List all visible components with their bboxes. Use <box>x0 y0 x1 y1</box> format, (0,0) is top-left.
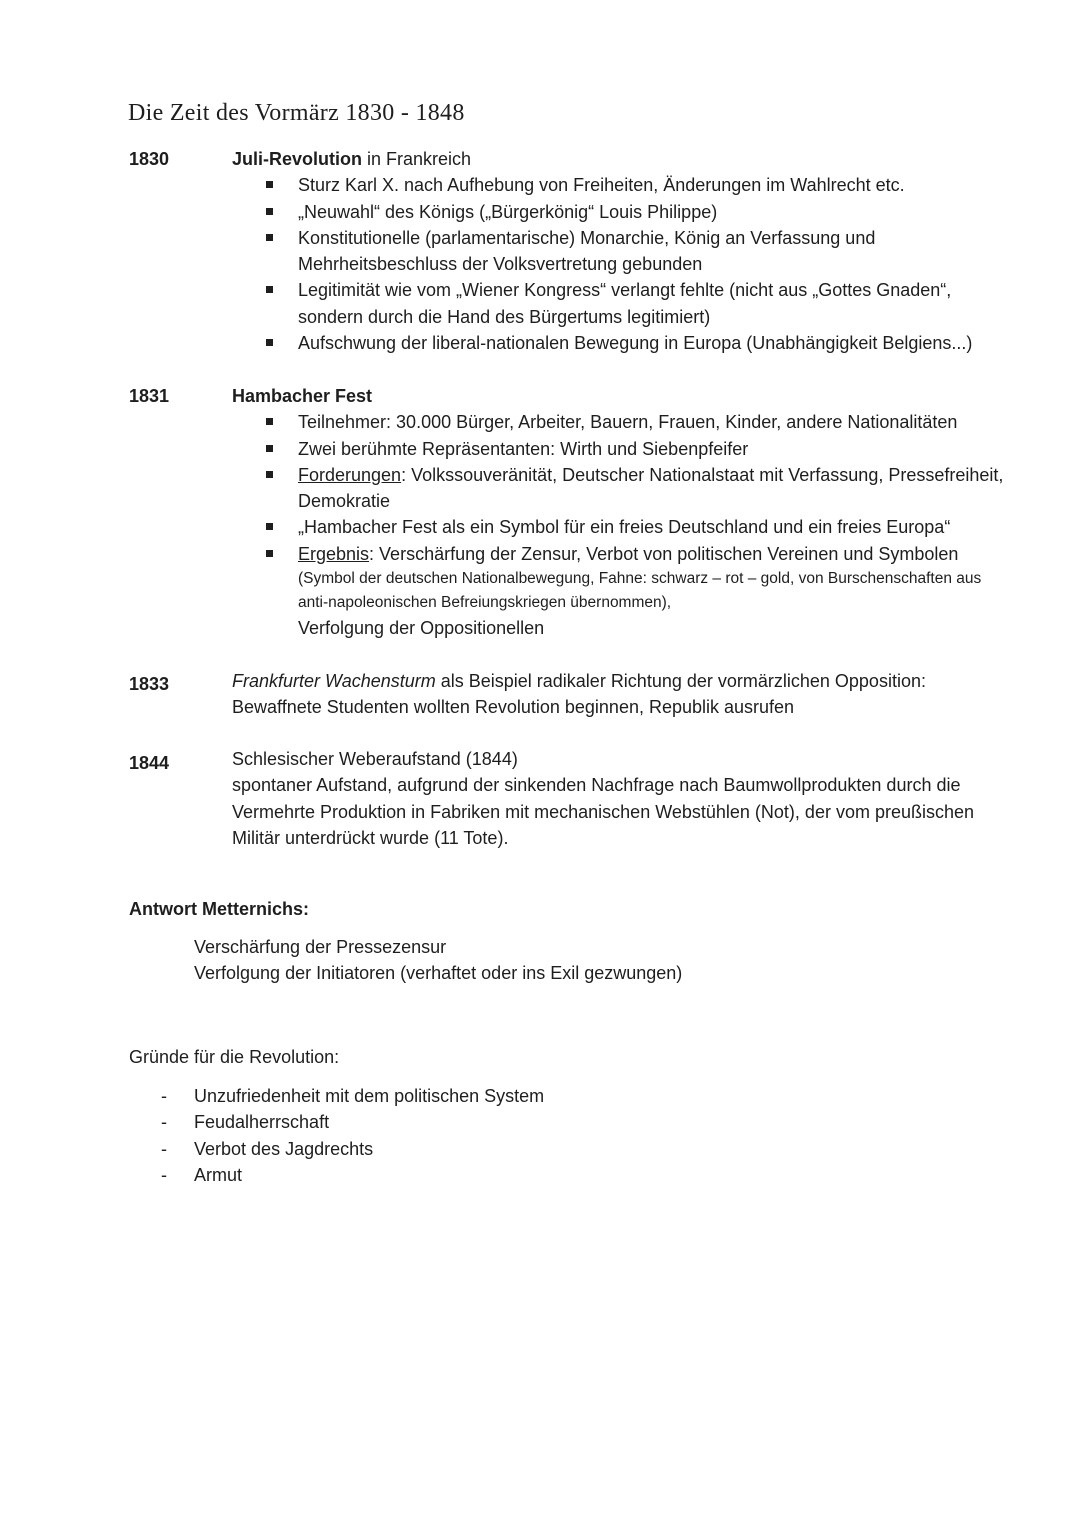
list-item: Legitimität wie vom „Wiener Kongress“ verlangt fehlte (nicht aus „Gottes Gnaden“, sondern durch die Hand des Bürgertums legitimiert) <box>232 277 1012 330</box>
entry-italic: Frankfurter Wachensturm <box>232 671 436 691</box>
entry-heading <box>232 146 1012 172</box>
list-item: - Unzufriedenheit mit dem politischen System <box>129 1083 544 1109</box>
list-item-text: : Volkssouveränität, Deutscher Nationalstaat mit Verfassung, Pressefreiheit, Demokratie <box>298 464 1004 512</box>
list-item: Konstitutionelle (parlamentarische) Monarchie, König an Verfassung und Mehrheitsbeschluss der Volksvertretung gebunden <box>232 225 1012 278</box>
bullet-list <box>232 409 1012 641</box>
list-item-text: : Verschärfung der Zensur, Verbot von politischen Vereinen und Symbolen <box>369 543 959 564</box>
list-item: „Hambacher Fest als ein Symbol für ein freies Deutschland und ein freies Europa“ <box>232 514 1012 540</box>
entry-body <box>232 668 1012 721</box>
metternich-section <box>129 899 682 987</box>
entry-heading-bold: Juli-Revolution <box>232 149 362 169</box>
list-item <box>232 462 1012 515</box>
list-item-end: Verfolgung der Oppositionellen <box>298 618 545 639</box>
list-item: Sturz Karl X. nach Aufhebung von Freiheiten, Änderungen im Wahlrecht etc. <box>232 172 1012 198</box>
section-title: Gründe für die Revolution: <box>129 1047 340 1067</box>
list-item <box>232 541 1012 642</box>
metternich-line: Verfolgung der Initiatoren (verhaftet oder ins Exil gezwungen) <box>194 963 683 984</box>
entry-text: spontaner Aufstand, aufgrund der sinkenden Nachfrage nach Baumwollprodukten durch die Vermehrte Produktion in Fabriken mit mechanischen Webstühlen (Not), der vom preußischen Militär unterdrückt wurde (11 Tote). <box>232 775 975 848</box>
entry-heading: Schlesischer Weberaufstand (1844) <box>232 749 518 769</box>
underlined-label: Forderungen <box>298 464 402 485</box>
entry-text: als Beispiel radikaler Richtung der vormärzlichen Opposition: Bewaffnete Studenten wollten Revolution beginnen, Republik ausrufen <box>232 671 926 718</box>
gruende-section <box>129 1047 544 1188</box>
metternich-line: Verschärfung der Pressezensur <box>194 937 447 957</box>
entry-year: 1844 <box>129 753 170 773</box>
entry-heading-rest: in Frankreich <box>362 149 472 169</box>
list-item: Zwei berühmte Repräsentanten: Wirth und Siebenpfeifer <box>232 436 1012 462</box>
underlined-label: Ergebnis <box>298 543 370 564</box>
list-item: Teilnehmer: 30.000 Bürger, Arbeiter, Bauern, Frauen, Kinder, andere Nationalitäten <box>232 409 1012 435</box>
section-title: Antwort Metternichs: <box>129 899 309 919</box>
entry-year: 1831 <box>129 386 170 406</box>
metternich-lines <box>129 934 682 987</box>
list-item: - Feudalherrschaft <box>129 1109 544 1135</box>
entry-year: 1833 <box>129 674 170 694</box>
list-item: - Verbot des Jagdrechts <box>129 1136 544 1162</box>
list-item: „Neuwahl“ des Königs („Bürgerkönig“ Louis Philippe) <box>232 199 1012 225</box>
bullet-list <box>232 172 1012 356</box>
list-item: Aufschwung der liberal-nationalen Bewegung in Europa (Unabhängigkeit Belgiens...) <box>232 330 1012 356</box>
entry-body <box>232 146 1012 356</box>
page-title: Die Zeit des Vormärz 1830 - 1848 <box>128 100 465 126</box>
list-item: - Armut <box>129 1162 544 1188</box>
entry-body <box>232 383 1012 641</box>
entry-year: 1830 <box>129 149 170 169</box>
entry-body <box>232 746 992 851</box>
entry-heading: Hambacher Fest <box>232 386 373 406</box>
small-note: (Symbol der deutschen Nationalbewegung, Fahne: schwarz – rot – gold, von Burschenschaften aus anti-napoleonischen Befreiungskriegen übernommen), <box>298 570 982 612</box>
gruende-list <box>129 1083 544 1188</box>
